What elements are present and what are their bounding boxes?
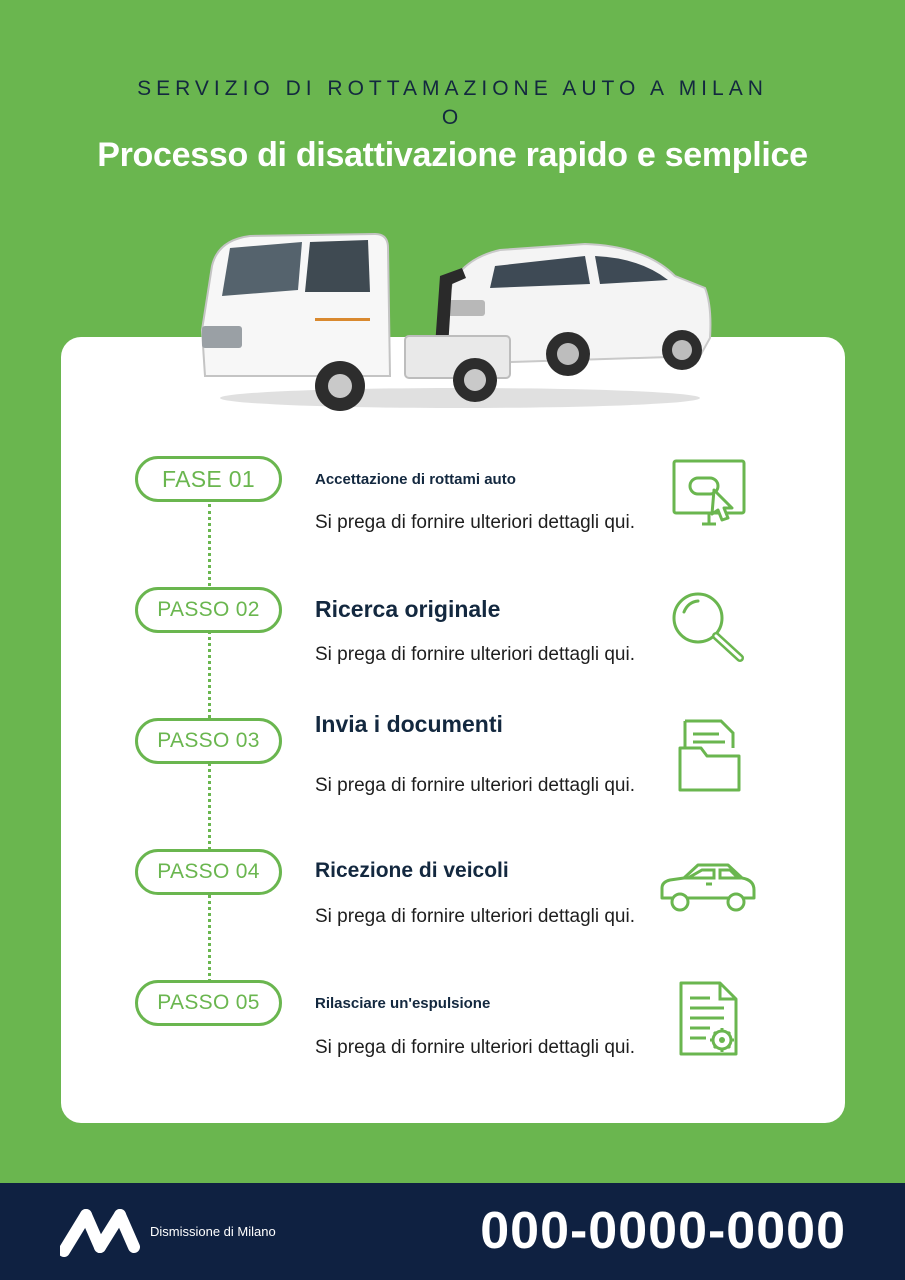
computer-cursor-icon	[670, 458, 748, 534]
page-title: Processo di disattivazione rapido e semplice	[97, 136, 808, 174]
step-title-4: Ricezione di veicoli	[315, 859, 509, 882]
brand-name: Dismissione di Milano	[150, 1224, 276, 1239]
footer-bar	[0, 1183, 905, 1280]
step-desc-4: Si prega di fornire ulteriori dettagli qui.	[315, 906, 636, 927]
phone-number: 000-0000-0000	[480, 1202, 846, 1260]
step-badge-4: PASSO 04	[135, 849, 282, 895]
magnifier-icon	[670, 590, 748, 664]
document-gear-icon	[676, 980, 742, 1058]
brand-logo-icon	[60, 1207, 142, 1257]
step-desc-5: Si prega di fornire ulteriori dettagli qui.	[315, 1037, 636, 1058]
step-badge-2: PASSO 02	[135, 587, 282, 633]
step-desc-3: Si prega di fornire ulteriori dettagli qui.	[315, 775, 636, 796]
step-desc-1: Si prega di fornire ulteriori dettagli qui.	[315, 512, 636, 533]
tow-truck-and-car-illustration	[190, 226, 720, 416]
step-title-1: Accettazione di rottami auto	[315, 471, 516, 488]
car-icon	[658, 860, 758, 916]
step-title-2: Ricerca originale	[315, 596, 501, 622]
step-badge-1: FASE 01	[135, 456, 282, 502]
step-desc-2: Si prega di fornire ulteriori dettagli qui.	[315, 644, 636, 665]
step-title-3: Invia i documenti	[315, 711, 503, 737]
header-kicker: SERVIZIO DI ROTTAMAZIONE AUTO A MILANO	[137, 77, 768, 129]
step-badge-5: PASSO 05	[135, 980, 282, 1026]
step-title-5: Rilasciare un'espulsione	[315, 995, 491, 1012]
folder-icon	[675, 718, 745, 794]
step-badge-3: PASSO 03	[135, 718, 282, 764]
